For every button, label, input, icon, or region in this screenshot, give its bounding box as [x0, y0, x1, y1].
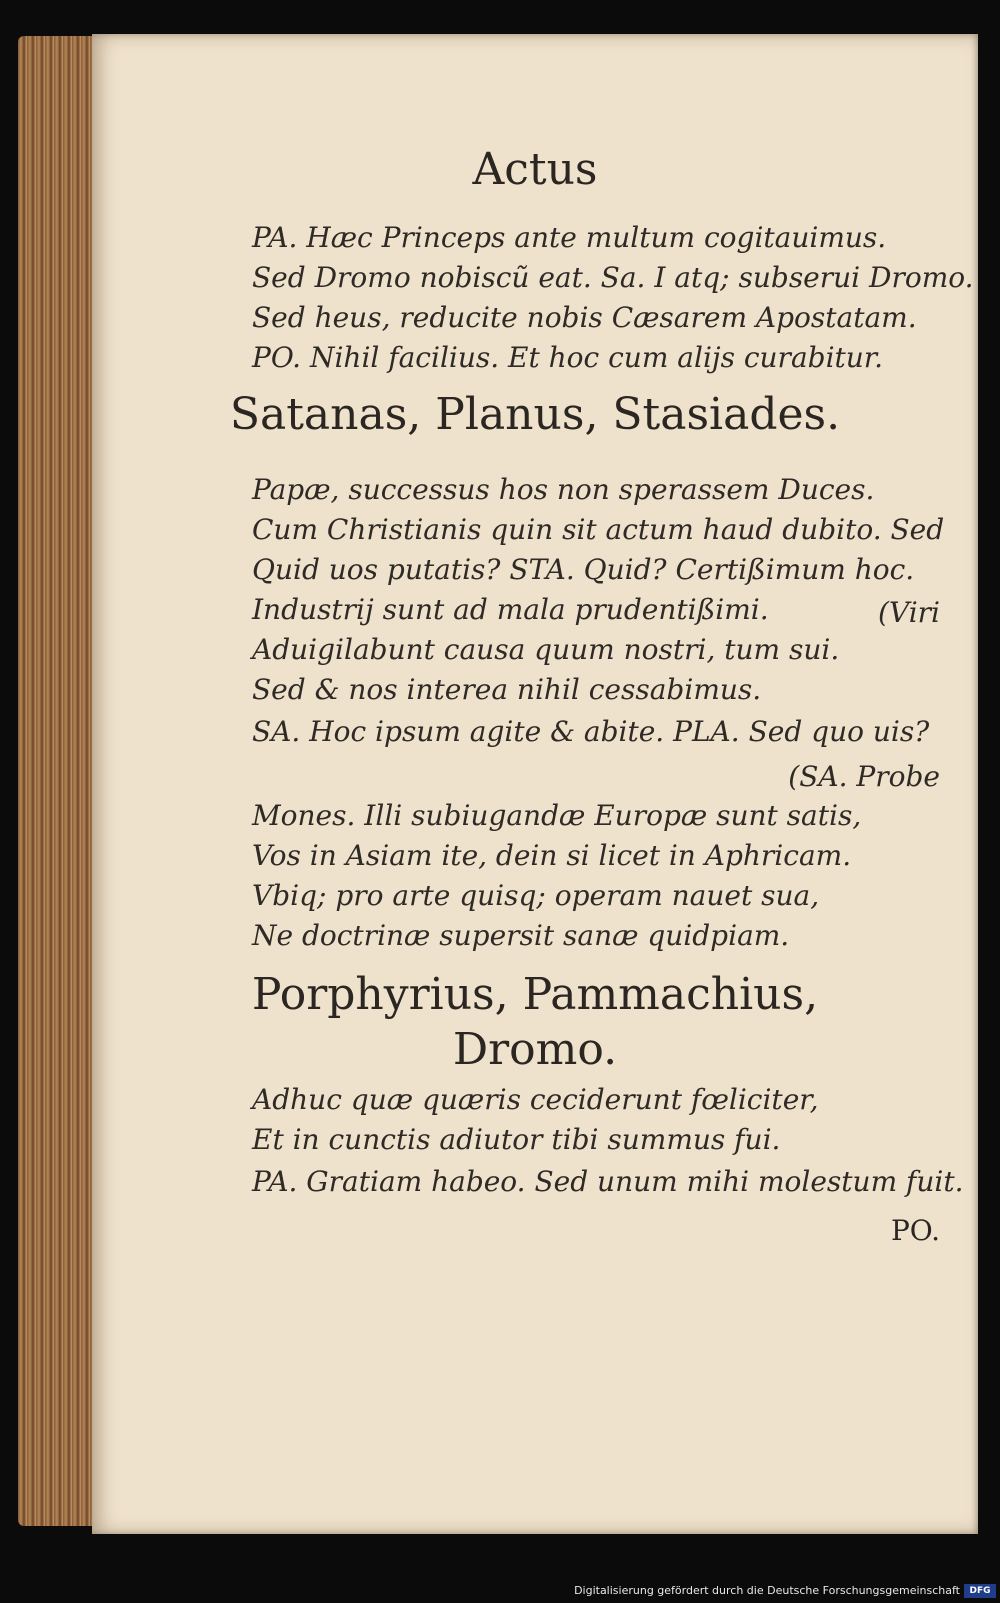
- verse-line: Sed & nos interea nihil cessabimus.: [252, 673, 762, 706]
- verse-line: Vos in Asiam ite, dein si licet in Aphricam.: [252, 839, 852, 872]
- verse-line: PO. Nihil facilius. Et hoc cum alijs curabitur.: [252, 341, 884, 374]
- verse-line: Industrij sunt ad mala prudentißimi.: [252, 593, 769, 626]
- verse-overhang: (SA. Probe: [788, 760, 940, 793]
- verse-line: Cum Christianis quin sit actum haud dubito. Sed: [252, 513, 945, 546]
- verse-line: Vbiq; pro arte quisq; operam nauet sua,: [252, 879, 820, 912]
- scene-title: Porphyrius, Pammachius,: [251, 969, 819, 1020]
- dfg-logo: DFG: [964, 1584, 996, 1598]
- verse-line: Sed Dromo nobiscũ eat. Sa. I atq; subserui Dromo.: [252, 261, 974, 294]
- verse-line: PA. Hæc Princeps ante multum cogitauimus.: [252, 221, 887, 254]
- verse-line: Sed heus, reducite nobis Cæsarem Apostatam.: [252, 301, 917, 334]
- book-page: [92, 34, 978, 1534]
- verse-line: PA. Gratiam habeo. Sed unum mihi molestum fuit.: [252, 1165, 964, 1198]
- catchword: PO.: [890, 1214, 940, 1247]
- verse-overhang: (Viri: [878, 596, 940, 629]
- verse-line: Ne doctrinæ supersit sanæ quidpiam.: [252, 919, 790, 952]
- verse-line: Papæ, successus hos non sperassem Duces.: [252, 473, 875, 506]
- verse-line: Quid uos putatis? STA. Quid? Certißimum hoc.: [252, 553, 915, 586]
- verse-line: SA. Hoc ipsum agite & abite. PLA. Sed quo uis?: [252, 715, 930, 748]
- verse-line: Aduigilabunt causa quum nostri, tum sui.: [252, 633, 840, 666]
- scene-title: Dromo.: [452, 1024, 618, 1075]
- verse-line: Mones. Illi subiugandæ Europæ sunt satis,: [252, 799, 862, 832]
- footer-credit: Digitalisierung gefördert durch die Deutsche Forschungsgemeinschaft: [574, 1584, 960, 1597]
- scene-title: Satanas, Planus, Stasiades.: [229, 389, 841, 440]
- running-head: Actus: [472, 144, 598, 195]
- book-page-edges: [18, 36, 98, 1526]
- footer-bar: [0, 1577, 1000, 1603]
- verse-line: Adhuc quæ quæris ceciderunt fœliciter,: [252, 1083, 819, 1116]
- verse-line: Et in cunctis adiutor tibi summus fui.: [252, 1123, 781, 1156]
